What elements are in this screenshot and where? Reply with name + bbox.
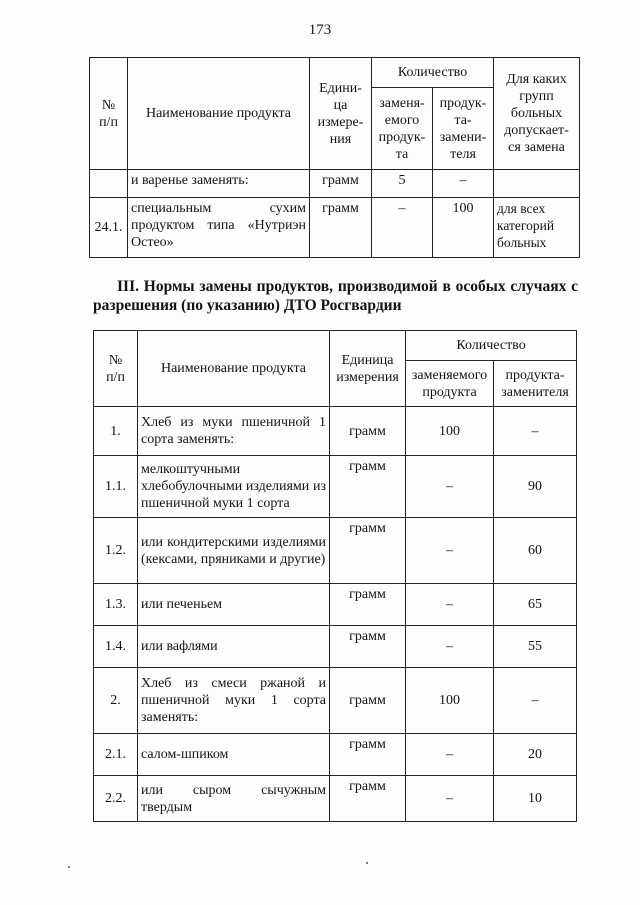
row-replacing: – xyxy=(494,407,577,456)
table-replacement-norms-continued xyxy=(89,57,580,258)
row-unit: грамм xyxy=(330,668,406,734)
row-num: 1.2. xyxy=(94,518,138,584)
row-replacing: 60 xyxy=(494,518,577,584)
row-replaced: 5 xyxy=(372,170,433,198)
row-product-name: салом-шпиком xyxy=(138,734,330,776)
row-replaced: – xyxy=(406,584,494,626)
row-product-name: или кондитерскими изделиями (кексами, пряниками и другие) xyxy=(138,518,330,584)
row-replacing: 65 xyxy=(494,584,577,626)
row-product-name: специальным сухим продуктом типа «Нутриэн Остео» xyxy=(128,198,310,258)
row-replaced: – xyxy=(406,734,494,776)
row-num: 2.1. xyxy=(94,734,138,776)
scan-speck xyxy=(366,862,368,864)
header-replaced: заменя- емого продук- та xyxy=(372,88,433,170)
header-unit: Едини- ца измере- ния xyxy=(310,58,372,170)
row-replacing: 55 xyxy=(494,626,577,668)
row-product-name: и варенье заменять: xyxy=(128,170,310,198)
row-unit: грамм xyxy=(330,518,406,584)
header-unit: Единица измерения xyxy=(330,331,406,407)
header-quantity: Количество xyxy=(406,331,577,361)
row-num: 2. xyxy=(94,668,138,734)
row-num: 2.2. xyxy=(94,776,138,822)
row-replacing: 10 xyxy=(494,776,577,822)
row-unit: грамм xyxy=(330,776,406,822)
page-number: 173 xyxy=(308,22,332,38)
section-heading: III. Нормы замены продуктов, производимой в особых случаях с разрешения (по указанию) ДТО Росгвардии xyxy=(93,278,578,314)
row-unit: грамм xyxy=(310,198,372,258)
row-replacing: 20 xyxy=(494,734,577,776)
table-row xyxy=(94,407,577,456)
header-num: № п/п xyxy=(94,331,138,407)
header-product-name: Наименование продукта xyxy=(138,331,330,407)
row-num: 1.3. xyxy=(94,584,138,626)
header-groups: Для каких групп больных допускает- ся замена xyxy=(494,58,580,170)
header-replacing: продук- та- замени- теля xyxy=(433,88,494,170)
row-replacing: 100 xyxy=(433,198,494,258)
row-unit: грамм xyxy=(330,407,406,456)
header-replacing: продукта- заменителя xyxy=(494,361,577,407)
row-replaced: 100 xyxy=(406,407,494,456)
row-replaced: – xyxy=(406,456,494,518)
row-product-name: или вафлями xyxy=(138,626,330,668)
row-replacing: – xyxy=(494,668,577,734)
table-row xyxy=(94,456,577,518)
row-unit: грамм xyxy=(330,584,406,626)
row-groups: для всех категорий больных xyxy=(494,198,580,258)
row-replaced: – xyxy=(406,518,494,584)
table-row xyxy=(94,734,577,776)
table-row xyxy=(90,198,580,258)
row-unit: грамм xyxy=(330,456,406,518)
table-row xyxy=(94,668,577,734)
row-product-name: Хлеб из смеси ржаной и пшеничной муки 1 сорта заменять: xyxy=(138,668,330,734)
row-num: 24.1. xyxy=(90,198,128,258)
header-quantity: Количество xyxy=(372,58,494,88)
table-row xyxy=(94,518,577,584)
header-replaced: заменяемого продукта xyxy=(406,361,494,407)
header-num: № п/п xyxy=(90,58,128,170)
row-replaced: 100 xyxy=(406,668,494,734)
table-row xyxy=(94,584,577,626)
row-num: 1. xyxy=(94,407,138,456)
row-num xyxy=(90,170,128,198)
row-replaced: – xyxy=(406,776,494,822)
row-replaced: – xyxy=(406,626,494,668)
row-unit: грамм xyxy=(330,734,406,776)
row-product-name: или сыром сычужным твердым xyxy=(138,776,330,822)
row-product-name: Хлеб из муки пшеничной 1 сорта заменять: xyxy=(138,407,330,456)
row-unit: грамм xyxy=(310,170,372,198)
row-product-name: мелкоштучными хлебобулочными изделиями из пшеничной муки 1 сорта xyxy=(138,456,330,518)
table-row xyxy=(94,776,577,822)
row-groups xyxy=(494,170,580,198)
row-num: 1.1. xyxy=(94,456,138,518)
header-product-name: Наименование продукта xyxy=(128,58,310,170)
scan-speck xyxy=(68,866,70,868)
row-replacing: – xyxy=(433,170,494,198)
row-replacing: 90 xyxy=(494,456,577,518)
table-row xyxy=(94,626,577,668)
row-num: 1.4. xyxy=(94,626,138,668)
row-product-name: или печеньем xyxy=(138,584,330,626)
table-special-replacement-norms xyxy=(93,330,577,822)
row-replaced: – xyxy=(372,198,433,258)
table-row xyxy=(90,170,580,198)
row-unit: грамм xyxy=(330,626,406,668)
